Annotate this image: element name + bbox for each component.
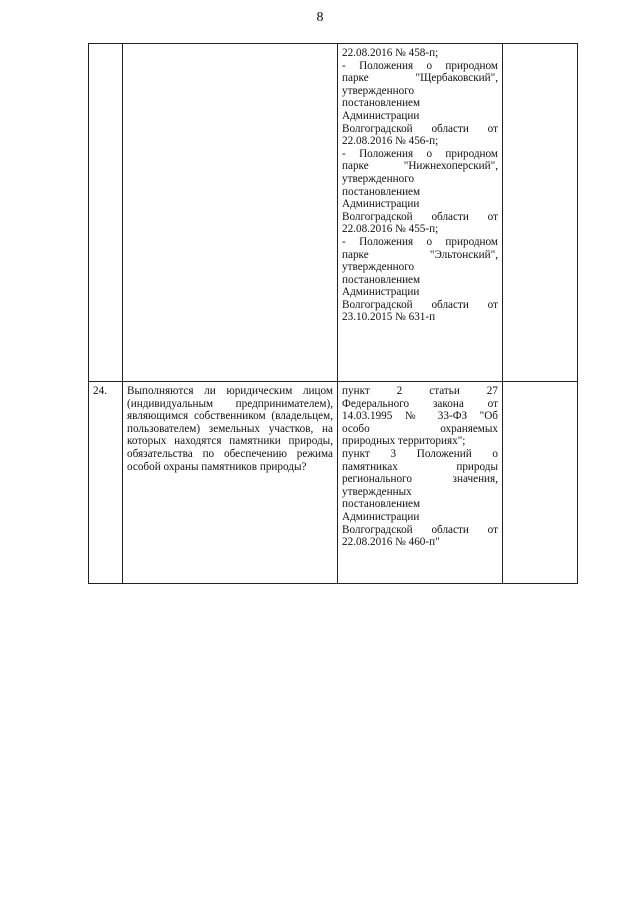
legal-line: парке "Щербаковский", [342,72,498,85]
legal-line: Администрации [342,286,420,299]
row-number-cell: 24. [89,382,123,584]
legal-line: утвержденных [342,485,412,498]
legal-line: - Положения о природном [342,59,498,72]
question-cell: Выполняются ли юридическим лицом (индивидуальным предпринимателем), являющимся собственником (владельцем, пользователем) земельных участков, на которых находятся памятники природы, обязательства по обеспечению режима особой охраны памятников природы? [123,382,338,584]
legal-line: особо охраняемых [342,422,498,435]
legal-line: Волгоградской области от [342,298,498,311]
legal-line: пункт 2 статьи 27 [342,385,498,397]
legal-line: 14.03.1995 № 33-ФЗ "Об [342,410,498,423]
legal-basis-cell [338,382,503,584]
legal-line: Администрации [342,510,420,523]
legal-line: постановлением [342,97,421,110]
legal-line: Администрации [342,109,420,122]
requirements-table [88,43,578,584]
legal-line: Администрации [342,198,420,211]
note-cell [503,44,578,382]
legal-line: постановлением [342,273,421,286]
legal-line: парке "Эльтонский", [342,248,498,261]
legal-line: Федерального закона от [342,397,498,410]
legal-line: 23.10.2015 № 631-п [342,311,436,324]
legal-line: пункт 3 Положений о [342,447,498,460]
row-number-cell [89,44,123,382]
table-row [89,44,578,382]
legal-line: памятниках природы [342,460,498,473]
legal-line: природных территориях"; [342,435,466,448]
legal-line: 22.08.2016 № 460-п" [342,536,440,549]
legal-basis-cell [338,44,503,382]
legal-line: Волгоградской области от [342,122,498,135]
legal-line: - Положения о природном [342,147,498,160]
legal-line: утвержденного [342,172,415,185]
legal-line: постановлением [342,185,421,198]
legal-line: парке "Нижнехоперский", [342,160,498,173]
legal-line: утвержденного [342,84,415,97]
page-number: 8 [316,10,324,25]
legal-line: регионального значения, [342,473,498,486]
question-cell [123,44,338,382]
note-cell [503,382,578,584]
legal-line: Волгоградской области от [342,523,498,536]
legal-line: 22.08.2016 № 458-п; [342,47,439,59]
table-row [89,382,578,584]
legal-line: 22.08.2016 № 455-п; [342,223,439,236]
legal-line: - Положения о природном [342,235,498,248]
legal-line: утвержденного [342,261,415,274]
legal-line: Волгоградской области от [342,210,498,223]
legal-line: постановлением [342,498,421,511]
legal-line: 22.08.2016 № 456-п; [342,135,439,148]
